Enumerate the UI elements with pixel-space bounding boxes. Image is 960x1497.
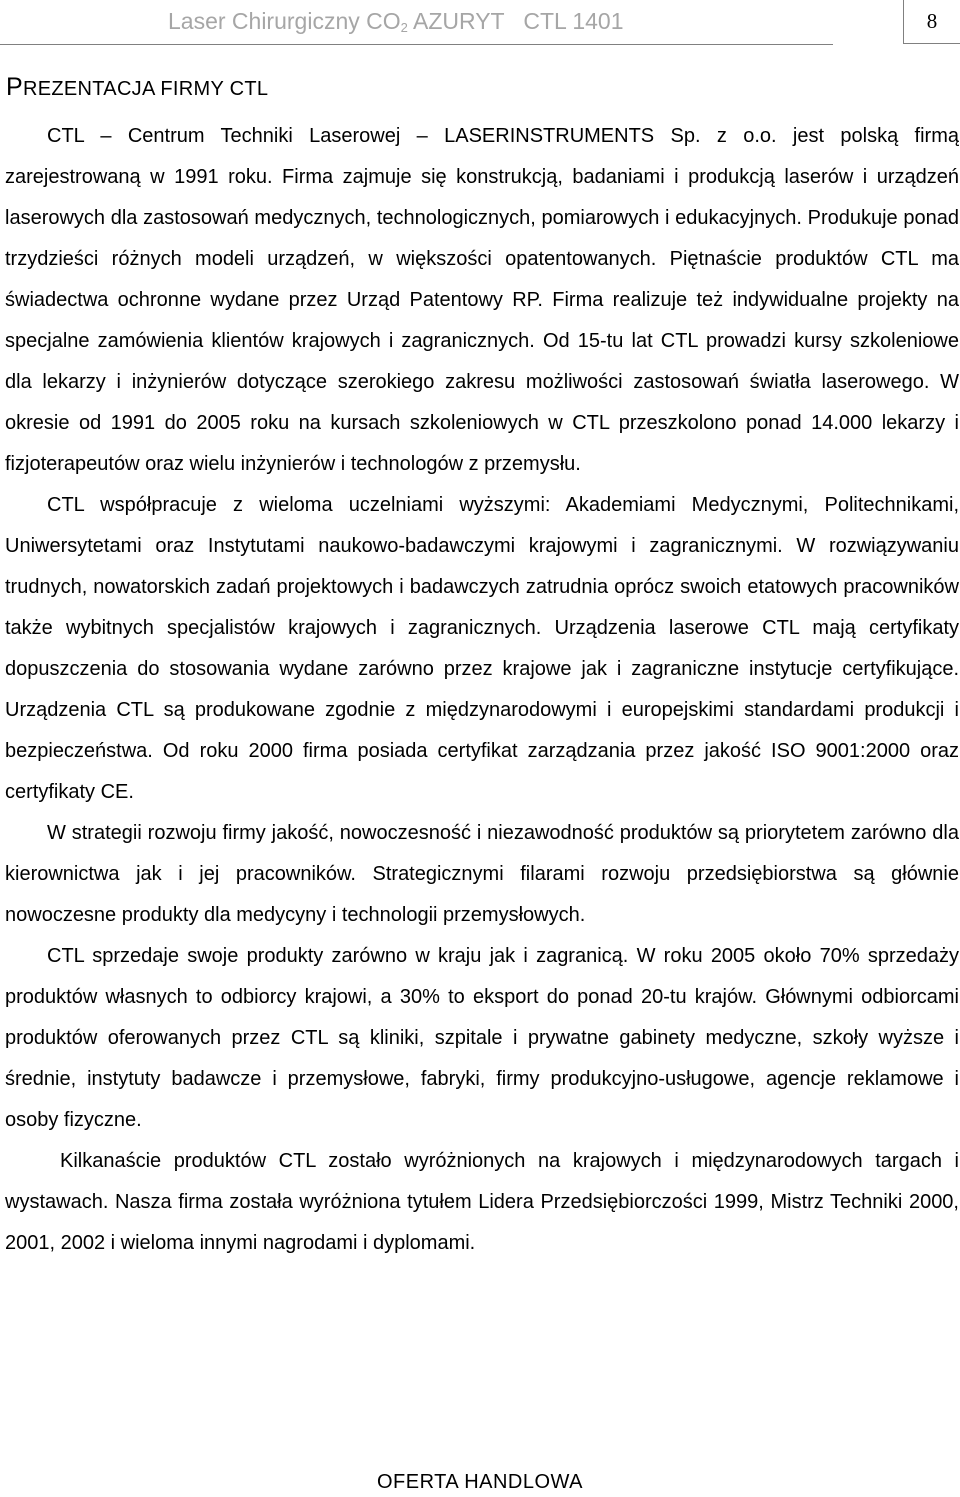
paragraph-sales: CTL sprzedaje swoje produkty zarówno w kraju jak i zagranicą. W roku 2005 około 70% sprzedaży produktów własnych to odbiorcy krajowi, a 30% to eksport do ponad 20-tu krajów. Głównymi odbiorcami produktów oferowanych przez CTL są kliniki, szpitale i prywatne gabinety medyczne, szkoły wyższe i średnie, instytuty badawcze i przemysłowe, fabryki, firmy produkcyjno-usługowe, agencje reklamowe i osoby fizyczne.	[5, 945, 959, 1131]
paragraph-awards: Kilkanaście produktów CTL zostało wyróżnionych na krajowych i międzynarodowych targach i wystawach. Nasza firma została wyróżniona tytułem Lidera Przedsiębiorczości 1999, Mistrz Techniki 2000, 2001, 2002 i wieloma innymi nagrodami i dyplomami.	[5, 1150, 959, 1254]
page-header	[0, 0, 960, 46]
header-divider	[0, 44, 833, 45]
section-title-initial: P	[6, 73, 23, 101]
paragraph-company-intro: CTL – Centrum Techniki Laserowej – LASERINSTRUMENTS Sp. z o.o. jest polską firmą zarejestrowaną w 1991 roku. Firma zajmuje się konstrukcją, badaniami i produkcją laserów i urządzeń laserowych dla zastosowań medycznych, technologicznych, pomiarowych i edukacyjnych. Produkuje ponad trzydzieści różnych modeli urządzeń, w większości opatentowanych. Piętnaście produktów CTL ma świadectwa ochronne wydane przez Urząd Patentowy RP. Firma realizuje też indywidualne projekty na specjalne zamówienia klientów krajowych i zagranicznych. Od 15-tu lat CTL prowadzi kursy szkoleniowe dla lekarzy i inżynierów dotyczące szerokiego zakresu możliwości zastosowań światła laserowego. W okresie od 1991 do 2005 roku na kursach szkoleniowych w CTL przeszkolono ponad 14.000 lekarzy i fizjoterapeutów oraz wielu inżynierów i technologów z przemysłu.	[5, 125, 959, 475]
title-part-model: AZURYT CTL 1401	[413, 8, 624, 34]
page-number-box	[903, 0, 960, 44]
section-title	[6, 73, 268, 102]
section-title-rest: REZENTACJA FIRMY CTL	[22, 78, 269, 100]
title-part-main: Laser Chirurgiczny CO	[168, 8, 401, 34]
paragraph-strategy: W strategii rozwoju firmy jakość, nowoczesność i niezawodność produktów są priorytetem zarówno dla kierownictwa jak i jej pracowników. Strategicznymi filarami rozwoju przedsiębiorstwa są głównie nowoczesne produkty dla medycyny i technologii przemysłowych.	[5, 822, 959, 926]
title-subscript: 2	[400, 20, 408, 35]
page-footer: OFERTA HANDLOWA	[376, 1471, 584, 1493]
paragraph-cooperation: CTL współpracuje z wieloma uczelniami wyższymi: Akademiami Medycznymi, Politechnikami, Uniwersytetami oraz Instytutami naukowo-badawczymi krajowymi i zagranicznymi. W rozwiązywaniu trudnych, nowatorskich zadań projektowych i badawczych zatrudnia oprócz swoich etatowych pracowników także wybitnych specjalistów krajowych i zagranicznych. Urządzenia laserowe CTL mają certyfikaty dopuszczenia do stosowania wydane zarówno przez krajowe jak i zagraniczne instytucje certyfikujące. Urządzenia CTL są produkowane zgodnie z międzynarodowymi i europejskimi standardami produkcji i bezpieczeństwa. Od roku 2000 firma posiada certyfikat zarządzania przez jakość ISO 9001:2000 oraz certyfikaty CE.	[5, 494, 959, 803]
body-content	[5, 116, 959, 1264]
page-number: 8	[926, 9, 938, 33]
document-title	[168, 8, 624, 35]
